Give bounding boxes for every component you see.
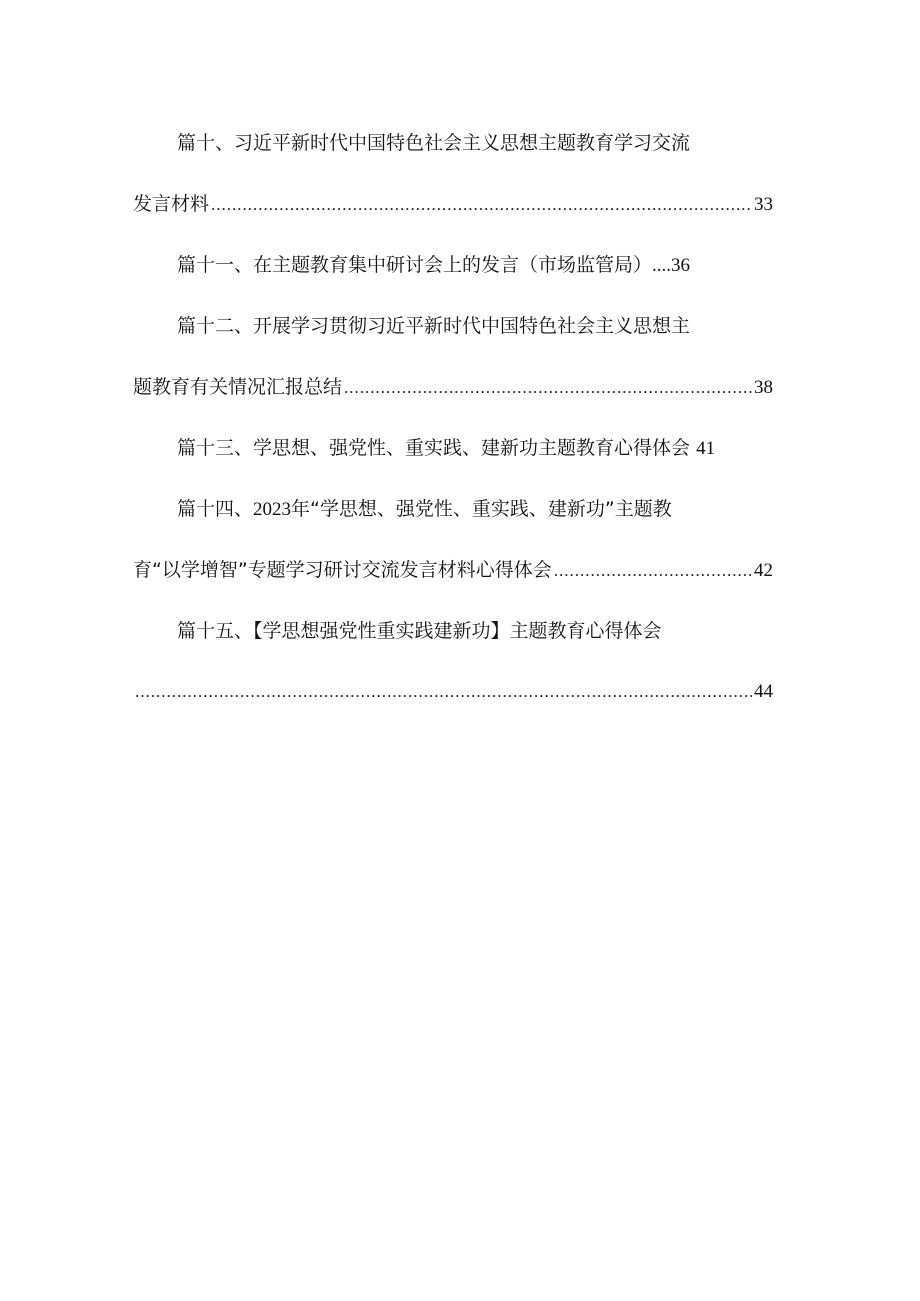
dot-leader	[135, 679, 752, 705]
toc-entry-year: 2023	[253, 499, 292, 520]
toc-entry-title-cont: 题教育有关情况汇报总结	[133, 376, 343, 398]
toc-entry-12-line2[interactable]	[133, 374, 773, 400]
toc-entry-10-line1[interactable]	[133, 130, 773, 156]
toc-page-number: 38	[754, 377, 773, 398]
dot-leader: ....	[652, 255, 672, 276]
toc-entry-10-line2[interactable]	[133, 191, 773, 217]
toc-entry-14-line1[interactable]	[133, 496, 773, 522]
toc-entry-title: 篇十、习近平新时代中国特色社会主义思想主题教育学习交流	[177, 132, 691, 154]
dot-leader	[211, 192, 752, 218]
toc-entry-title-cont: 发言材料	[133, 193, 210, 215]
dot-leader	[554, 558, 752, 584]
toc-page-number: 44	[754, 681, 773, 702]
toc-entry-15-line2[interactable]	[133, 679, 773, 705]
toc-page-number: 36	[671, 255, 691, 276]
toc-entry-14-line2[interactable]	[133, 557, 773, 583]
toc-entry-title: 篇十一、在主题教育集中研讨会上的发言（市场监管局）	[177, 254, 653, 276]
dot-leader	[344, 375, 752, 401]
toc-page-number: 41	[696, 438, 716, 459]
toc-entry-title: 篇十四、	[177, 498, 254, 520]
toc-entry-title: 篇十三、学思想、强党性、重实践、建新功主题教育心得体会	[177, 437, 691, 459]
toc-page-number: 42	[754, 560, 773, 581]
toc-entry-title: 篇十二、开展学习贯彻习近平新时代中国特色社会主义思想主	[177, 315, 691, 337]
toc-entry-title-rest: 年“学思想、强党性、重实践、建新功”主题教	[291, 498, 672, 520]
toc-page-number: 33	[754, 194, 773, 215]
toc-entry-15-line1[interactable]	[133, 618, 773, 644]
toc-entry-title-cont: 育“以学增智”专题学习研讨交流发言材料心得体会	[133, 559, 552, 581]
toc-entry-13[interactable]	[133, 435, 773, 461]
toc-entry-11[interactable]	[133, 252, 773, 278]
toc-entry-title: 篇十五、【学思想强党性重实践建新功】主题教育心得体会	[177, 620, 662, 642]
toc-entry-12-line1[interactable]	[133, 313, 773, 339]
table-of-contents	[133, 130, 773, 740]
